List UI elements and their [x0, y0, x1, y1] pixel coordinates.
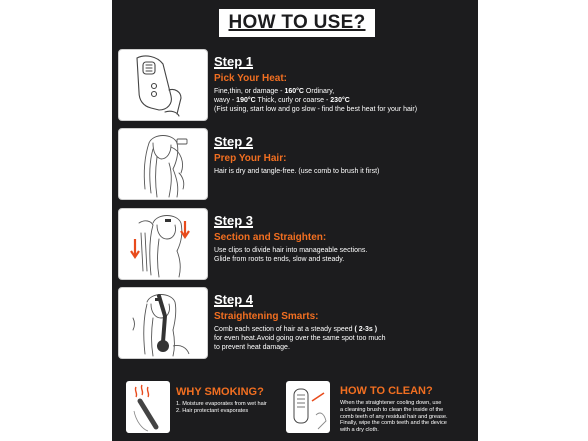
- step-4-heading: Step 4: [214, 292, 254, 307]
- step-2-subheading: Prep Your Hair:: [214, 153, 287, 164]
- step-4: [214, 292, 476, 353]
- woman-sectioning-hair-icon: [118, 208, 208, 280]
- step-4-line: for even heat.Avoid going over the same spot too much: [214, 335, 386, 343]
- cleaning-brush-icon: [286, 381, 330, 433]
- smoking-straightener-icon: [126, 381, 170, 433]
- page-title: HOW TO USE?: [228, 12, 366, 33]
- step-4-duration: ( 2-3s ): [354, 326, 378, 333]
- how-to-clean-line: with a dry cloth.: [340, 427, 379, 434]
- step-4-body: [214, 325, 476, 353]
- step-4-text: Comb each section of hair at a steady speed: [214, 326, 353, 333]
- title-banner: [219, 9, 375, 37]
- why-smoking-item: 1. Moisture evaporates from wet hair: [176, 401, 267, 407]
- step-1-tip: (Fist using, start low and go slow - find the best heat for your hair): [214, 106, 418, 114]
- step-1: [214, 54, 476, 115]
- woman-straightening-hair-icon: [118, 287, 208, 359]
- why-smoking-title: WHY SMOKING?: [176, 386, 264, 398]
- how-to-clean-line: Finally, wipe the comb teeth and the device: [340, 420, 447, 427]
- how-to-clean-line: comb teeth of any residual hair and grease.: [340, 413, 448, 420]
- how-to-clean-line: a cleaning brush to clean the inside of the: [340, 406, 444, 413]
- step-3-heading: Step 3: [214, 213, 254, 228]
- why-smoking-item: 2. Hair protectant evaporates: [176, 407, 249, 414]
- step-1-text: Fine,thin, or damage -: [214, 88, 285, 95]
- straightener-comb-icon: [118, 49, 208, 121]
- step-3-subheading: Section and Straighten:: [214, 232, 327, 243]
- step-3-line: Glide from roots to ends, slow and steady.: [214, 256, 345, 264]
- step-1-temp-low: 160°C: [284, 88, 304, 95]
- step-4-line: to prevent heat damage.: [214, 344, 290, 352]
- step-1-text: Ordinary,: [303, 88, 335, 95]
- step-3-line: Use clips to divide hair into manageable sections.: [214, 247, 368, 254]
- step-1-temp-high: 230°C: [330, 97, 350, 105]
- step-2-body: Hair is dry and tangle-free. (use comb to brush it first): [214, 168, 380, 175]
- step-1-text: Thick, curly or coarse -: [255, 97, 331, 105]
- step-3: [214, 213, 476, 264]
- woman-brushing-hair-icon: [118, 128, 208, 200]
- how-to-clean-line: When the straightener cooling down, use: [340, 400, 442, 406]
- step-1-heading: Step 1: [214, 54, 254, 69]
- step-1-body: [214, 87, 476, 115]
- step-3-body: [214, 246, 476, 264]
- why-smoking-body: [176, 401, 286, 415]
- how-to-clean-title: HOW TO CLEAN?: [340, 385, 433, 397]
- step-1-subheading: Pick Your Heat:: [214, 73, 287, 84]
- step-1-temp-mid: 190°C: [236, 97, 256, 105]
- step-2: [214, 134, 476, 176]
- how-to-clean-body: [340, 400, 476, 434]
- how-to-use-panel: [112, 0, 478, 441]
- step-1-text: wavy -: [214, 97, 237, 105]
- step-2-heading: Step 2: [214, 134, 254, 149]
- step-4-subheading: Straightening Smarts:: [214, 311, 319, 322]
